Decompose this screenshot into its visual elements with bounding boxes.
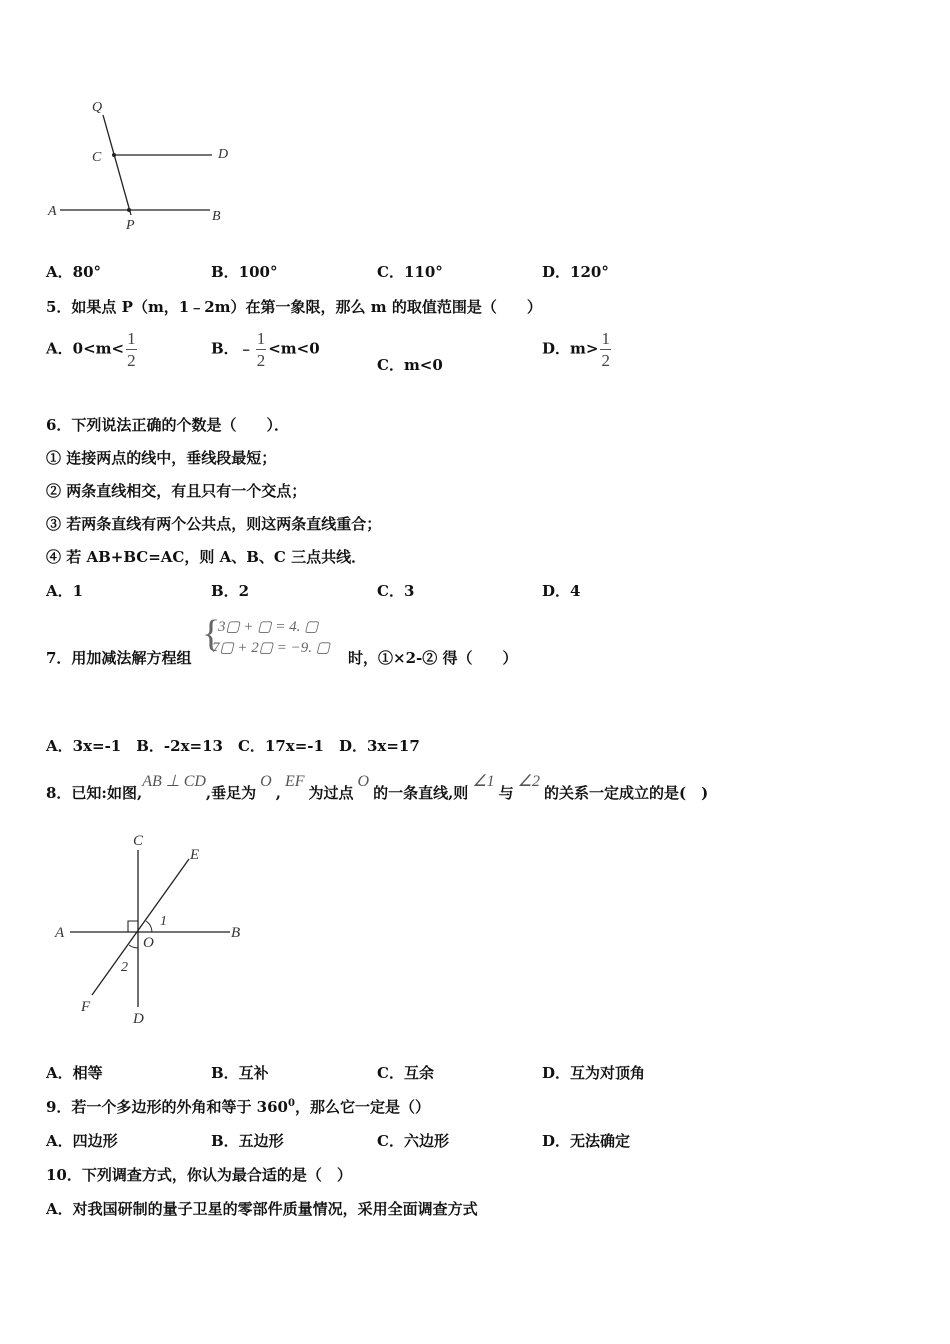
q5-a-fraction: [126, 330, 137, 369]
q6-stem: 6．下列说法正确的个数是（ ）．: [46, 416, 289, 434]
label-f: F: [81, 999, 91, 1015]
q9-stem: [46, 1096, 430, 1117]
q6-option-c[interactable]: C．3: [377, 582, 415, 600]
q9-option-b[interactable]: B．五边形: [211, 1132, 284, 1150]
label-c: C: [92, 150, 102, 165]
q9-option-d[interactable]: D．无法确定: [542, 1132, 631, 1150]
q8-stem: [46, 770, 709, 802]
q5-d-denominator: 2: [601, 351, 610, 370]
label-p: P: [126, 218, 135, 233]
label-a: A: [55, 925, 65, 941]
angle-1-arc: [146, 921, 152, 932]
q4-option-d[interactable]: D．120°: [542, 263, 609, 281]
q8-text-7: 的关系一定成立的是( ): [544, 784, 709, 802]
q5-option-b[interactable]: [211, 330, 320, 369]
label-d: D: [133, 1011, 144, 1027]
q4-option-c[interactable]: C．110°: [377, 263, 443, 281]
q8-text-3: ,: [275, 784, 281, 802]
q5-option-d[interactable]: [542, 330, 613, 369]
label-angle-2: 2: [121, 960, 128, 975]
point-p: [127, 208, 131, 212]
q7-equation-2: 7▢ + 2▢ = −9. ▢: [212, 640, 330, 656]
label-c: C: [133, 833, 144, 849]
angle-2-arc: [129, 945, 138, 948]
q7-stem-pre: 7．用加减法解方程组: [46, 649, 192, 667]
q8-text-2: ,垂足为: [205, 784, 257, 802]
q5-b-prefix: B．﹣: [211, 339, 254, 358]
q5-stem: 5．如果点 P（m，1﹣2m）在第一象限，那么 m 的取值范围是（ ）: [46, 298, 542, 316]
label-o: O: [143, 935, 154, 951]
q7-options[interactable]: A．3x=-1 B．-2x=13 C．17x=-1 D．3x=17: [46, 737, 420, 755]
q4-option-a[interactable]: A．80°: [46, 263, 102, 281]
q8-math-ab-perp-cd: AB ⊥ CD: [142, 773, 206, 790]
q8-math-o-2: O: [357, 773, 370, 790]
label-q: Q: [92, 100, 103, 115]
q8-math-angle-1: ∠1: [472, 773, 495, 790]
figure-q8: [45, 825, 255, 1030]
q6-statement-2: ② 两条直线相交，有且只有一个交点；: [46, 482, 307, 500]
q9-stem-pre: 9．若一个多边形的外角和等于 360: [46, 1098, 288, 1116]
q8-option-c[interactable]: C．互余: [377, 1064, 434, 1082]
q6-option-b[interactable]: B．2: [211, 582, 250, 600]
q8-text-5: 的一条直线,则: [373, 784, 469, 802]
q8-option-b[interactable]: B．互补: [211, 1064, 269, 1082]
q10-stem: 10．下列调查方式，你认为最合适的是（ ）: [46, 1166, 352, 1184]
q5-option-c[interactable]: C．m<0: [377, 356, 443, 374]
q8-math-ef: EF: [284, 773, 305, 790]
q8-text-1: 8．已知:如图,: [46, 784, 143, 802]
label-e: E: [190, 847, 200, 863]
point-c: [112, 153, 116, 157]
q5-a-numerator: 1: [127, 329, 136, 348]
q8-math-angle-2: ∠2: [517, 773, 541, 790]
q5-d-fraction: [600, 330, 611, 369]
label-angle-1: 1: [160, 914, 167, 929]
q5-a-denominator: 2: [127, 351, 136, 370]
q5-b-fraction: [256, 330, 267, 369]
q8-option-d[interactable]: D．互为对顶角: [542, 1064, 646, 1082]
q8-math-o: O: [260, 773, 272, 790]
q5-d-numerator: 1: [601, 329, 610, 348]
q6-statement-4: ④ 若 AB+BC=AC，则 A、B、C 三点共线．: [46, 548, 367, 566]
q8-text-6: 与: [498, 784, 514, 802]
q5-d-prefix: D．m>: [542, 339, 599, 358]
q6-statement-1: ① 连接两点的线中，垂线段最短；: [46, 449, 277, 467]
q10-option-a[interactable]: A．对我国研制的量子卫星的零部件质量情况，采用全面调查方式: [46, 1200, 478, 1218]
q6-option-a[interactable]: A．1: [46, 582, 84, 600]
q5-b-suffix: <m<0: [268, 339, 320, 358]
label-b: B: [231, 925, 241, 941]
label-a: A: [48, 204, 57, 219]
line-qp: [103, 115, 131, 215]
q8-text-4: 为过点: [308, 784, 354, 802]
line-ef: [92, 859, 189, 995]
q5-option-a[interactable]: [46, 330, 139, 369]
q9-stem-post: ，那么它一定是（）: [294, 1098, 430, 1116]
q9-option-c[interactable]: C．六边形: [377, 1132, 449, 1150]
figure-q4: [40, 95, 250, 235]
q6-statement-3: ③ 若两条直线有两个公共点，则这两条直线重合；: [46, 515, 382, 533]
label-b: B: [212, 209, 221, 224]
q8-option-a[interactable]: A．相等: [46, 1064, 103, 1082]
q5-b-numerator: 1: [256, 329, 266, 348]
q9-option-a[interactable]: A．四边形: [46, 1132, 118, 1150]
q7-stem-post: 时，①×2-② 得（ ）: [348, 649, 518, 667]
q4-option-b[interactable]: B．100°: [211, 263, 278, 281]
q5-a-prefix: A．0<m<: [46, 339, 125, 358]
label-d: D: [218, 147, 229, 162]
right-angle-mark: [128, 921, 138, 932]
q7-equation-1: 3▢ + ▢ = 4. ▢: [218, 619, 319, 635]
q7-brace: {: [202, 613, 221, 655]
q5-b-denominator: 2: [256, 351, 266, 370]
q9-superscript: 0: [287, 1098, 295, 1109]
q6-option-d[interactable]: D．4: [542, 582, 581, 600]
